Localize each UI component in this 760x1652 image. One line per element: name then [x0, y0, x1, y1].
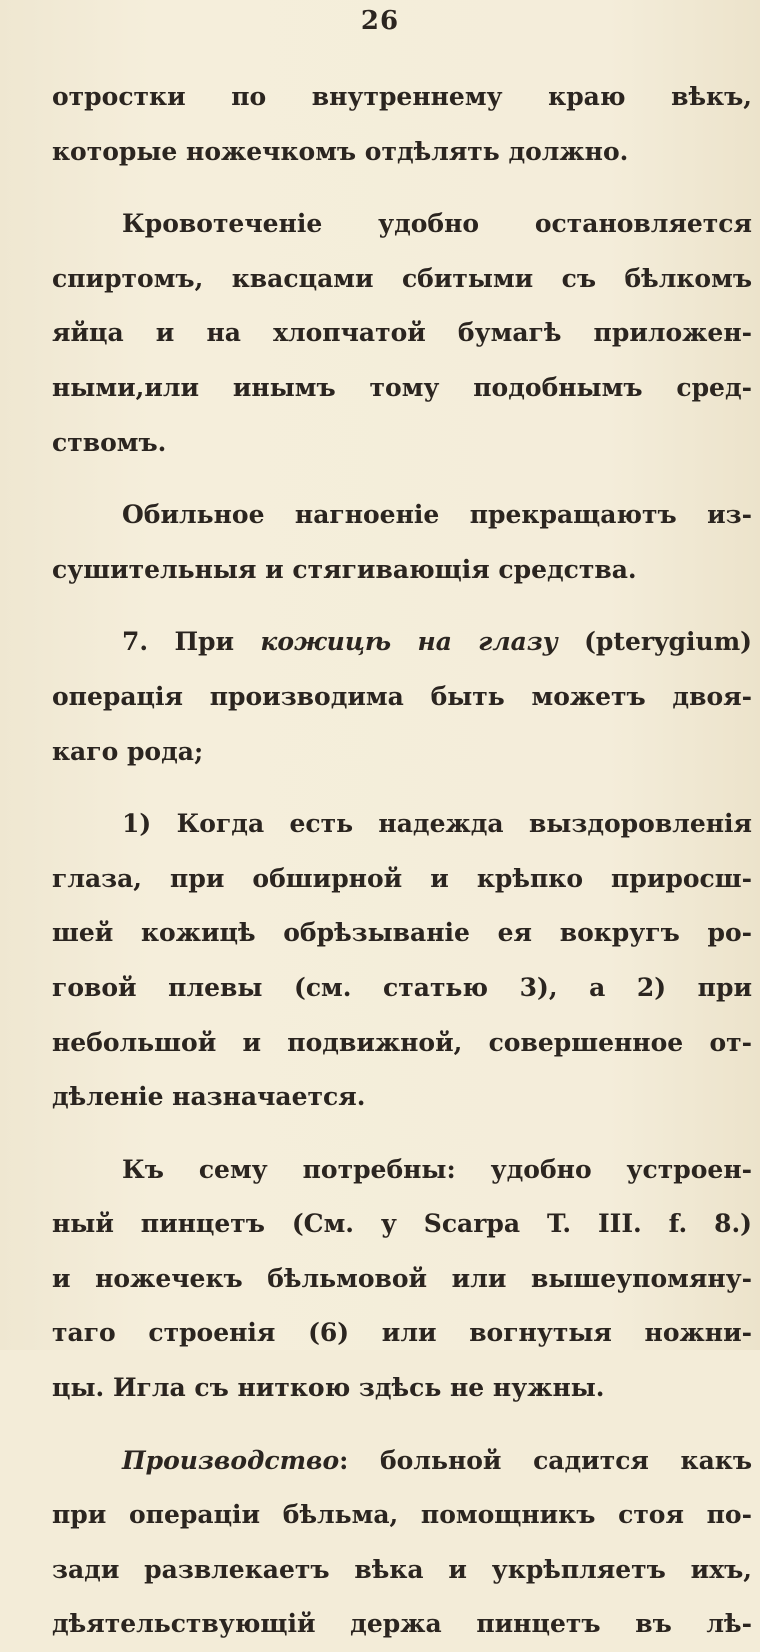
paragraph-gap — [52, 779, 752, 797]
text-line: дѣленіе назначается. — [52, 1082, 366, 1112]
text-line: зади развлекаетъ вѣка и укрѣпляетъ ихъ, — [52, 1554, 752, 1584]
text-line: которые ножечкомъ отдѣлять должно. — [52, 136, 629, 166]
italic-term: кожицѣ на глазу — [260, 627, 558, 657]
text-line: и ножечекъ бѣльмовой или вышеупомяну- — [52, 1263, 752, 1293]
text-span: (pterygium) — [557, 627, 752, 657]
text-line: Кровотеченіе удобно остановляется — [122, 209, 752, 239]
text-line: говой плевы (см. статью 3), а 2) при — [52, 972, 752, 1002]
text-line: таго строенія (6) или вогнутыя ножни- — [52, 1318, 752, 1348]
body-text — [52, 70, 752, 1652]
text-line — [52, 1434, 752, 1489]
text-line: шей кожицѣ обрѣзываніе ея вокругъ ро- — [52, 918, 752, 948]
text-line: Къ сему потребны: удобно устроен- — [122, 1154, 752, 1184]
paragraph-gap — [52, 597, 752, 615]
text-line: ствомъ. — [52, 427, 167, 457]
text-line: при операціи бѣльма, помощникъ стоя по- — [52, 1500, 752, 1530]
paragraph-gap — [52, 1125, 752, 1143]
text-line: каго рода; — [52, 736, 204, 766]
italic-term: Производство — [122, 1445, 340, 1475]
text-line — [52, 615, 752, 670]
text-span: : больной садится какъ — [339, 1445, 752, 1475]
text-line: Обильное нагноеніе прекращаютъ из- — [122, 500, 752, 530]
text-line: ный пинцетъ (См. у Scarpa T. III. f. 8.) — [52, 1209, 752, 1239]
paragraph-gap — [52, 1416, 752, 1434]
text-line: яйца и на хлопчатой бумагѣ приложен- — [52, 318, 752, 348]
text-line: ными,или инымъ тому подобнымъ сред- — [52, 372, 752, 402]
text-line: цы. Игла съ ниткою здѣсь не нужны. — [52, 1373, 605, 1403]
paragraph-gap — [52, 179, 752, 197]
text-line: спиртомъ, квасцами сбитыми съ бѣлкомъ — [52, 263, 752, 293]
text-line: 1) Когда есть надежда выздоровленія — [122, 809, 752, 839]
page-number: 26 — [360, 6, 400, 36]
text-line: дѣятельствующій держа пинцетъ въ лѣ- — [52, 1609, 752, 1639]
paragraph-gap — [52, 470, 752, 488]
text-line: операція производима быть можетъ двоя- — [52, 681, 752, 711]
text-line: небольшой и подвижной, совершенное от- — [52, 1027, 752, 1057]
text-line: отростки по внутреннему краю вѣкъ, — [52, 82, 752, 111]
text-line: глаза, при обширной и крѣпко приросш- — [52, 863, 752, 893]
text-line: сушительныя и стягивающія средства. — [52, 554, 637, 584]
text-span: 7. При — [122, 627, 261, 657]
